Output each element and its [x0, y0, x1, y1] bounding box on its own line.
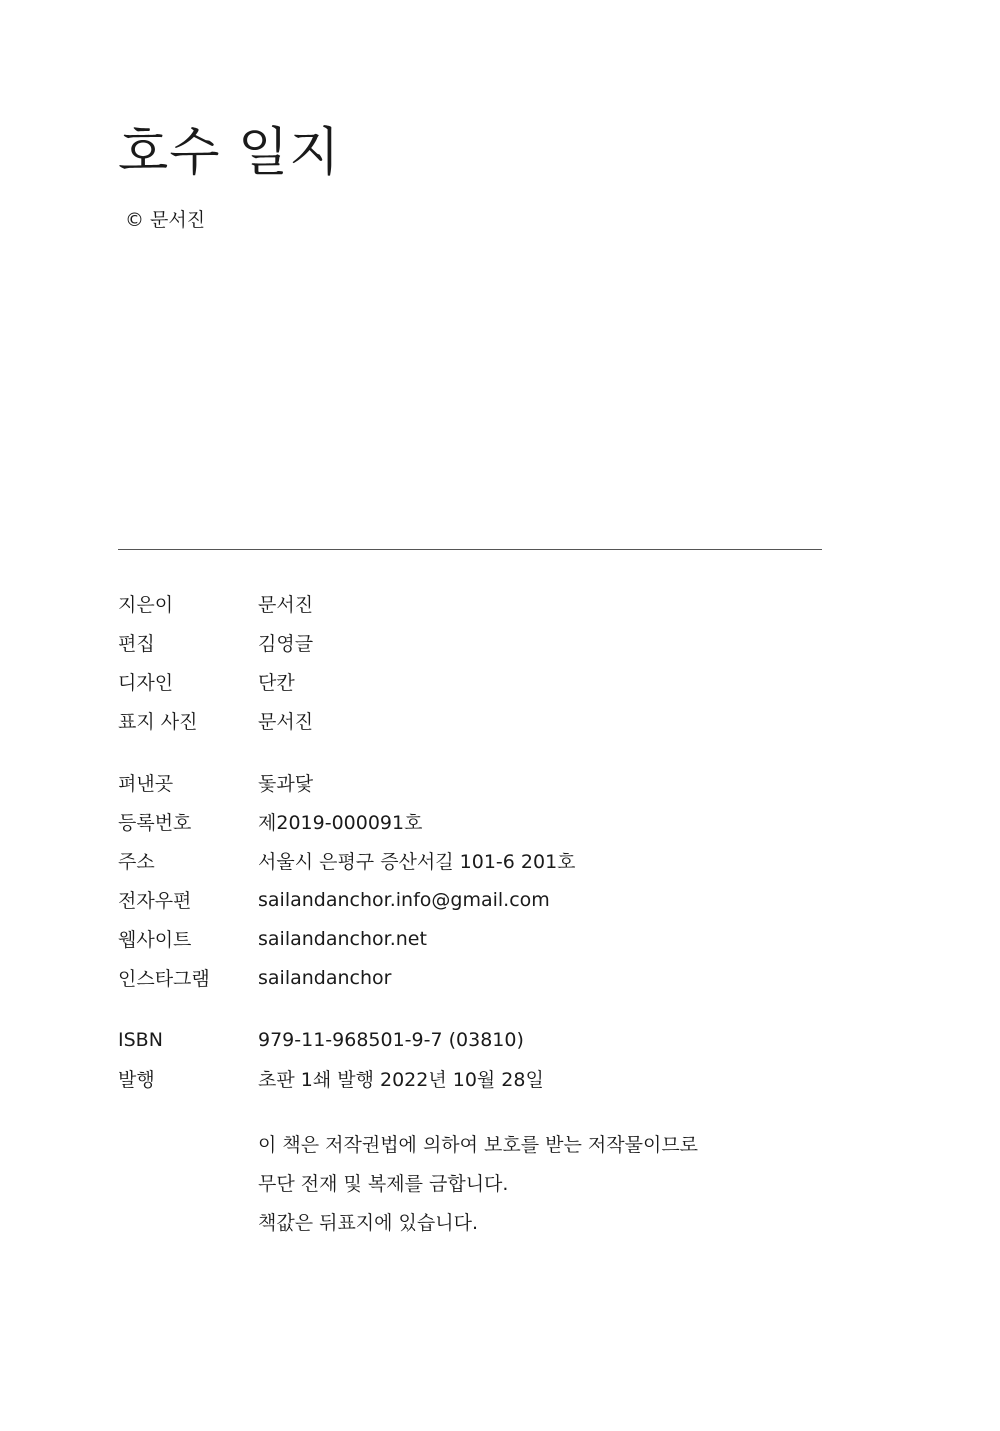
credit-label: 표지 사진: [118, 711, 198, 733]
publisher-label: 전자우편: [118, 890, 192, 912]
publisher-row-email: [118, 880, 576, 919]
publisher-value: 돛과닻: [258, 773, 314, 795]
publisher-row-instagram: [118, 958, 576, 997]
publication-section: [118, 1020, 544, 1098]
credit-row-cover-photo: [118, 701, 313, 740]
notice-line: 무단 전재 및 복제를 금합니다.: [258, 1173, 509, 1195]
website-link[interactable]: sailandanchor.net: [258, 927, 427, 950]
copyright-warning: [258, 1124, 698, 1241]
credits-section: [118, 584, 313, 740]
publication-value: 979-11-968501-9-7 (03810): [258, 1028, 524, 1051]
divider: [118, 549, 822, 550]
publisher-label: 펴낸곳: [118, 773, 174, 795]
publication-label: 발행: [118, 1069, 155, 1091]
publisher-label: 인스타그램: [118, 968, 210, 990]
credit-value: 문서진: [258, 711, 314, 733]
credit-label: 편집: [118, 633, 155, 655]
publisher-value: 서울시 은평구 증산서길 101-6 201호: [258, 851, 576, 873]
copyright-notice: © 문서진: [125, 209, 206, 231]
publisher-row-name: [118, 763, 576, 802]
credit-value: 단칸: [258, 672, 295, 694]
book-title: 호수 일지: [118, 123, 341, 183]
credit-row-author: [118, 584, 313, 623]
publisher-label: 등록번호: [118, 812, 192, 834]
credit-value: 문서진: [258, 594, 314, 616]
publication-value: 초판 1쇄 발행 2022년 10월 28일: [258, 1069, 544, 1091]
credit-row-design: [118, 662, 313, 701]
credit-label: 지은이: [118, 594, 174, 616]
publisher-value: 제2019-000091호: [258, 812, 423, 834]
publisher-row-website: [118, 919, 576, 958]
credit-value: 김영글: [258, 633, 314, 655]
publisher-label: 웹사이트: [118, 929, 192, 951]
publication-label: ISBN: [118, 1028, 163, 1051]
publisher-section: [118, 763, 576, 997]
publisher-row-registration: [118, 802, 576, 841]
credit-label: 디자인: [118, 672, 174, 694]
notice-line: 이 책은 저작권법에 의하여 보호를 받는 저작물이므로: [258, 1134, 699, 1156]
credit-row-editor: [118, 623, 313, 662]
publisher-row-address: [118, 841, 576, 880]
notice-line: 책값은 뒤표지에 있습니다.: [258, 1212, 479, 1234]
email-link[interactable]: sailandanchor.info@gmail.com: [258, 888, 550, 911]
instagram-handle: sailandanchor: [258, 966, 392, 989]
publication-row-isbn: [118, 1020, 544, 1059]
publication-row-issue: [118, 1059, 544, 1098]
publisher-label: 주소: [118, 851, 155, 873]
